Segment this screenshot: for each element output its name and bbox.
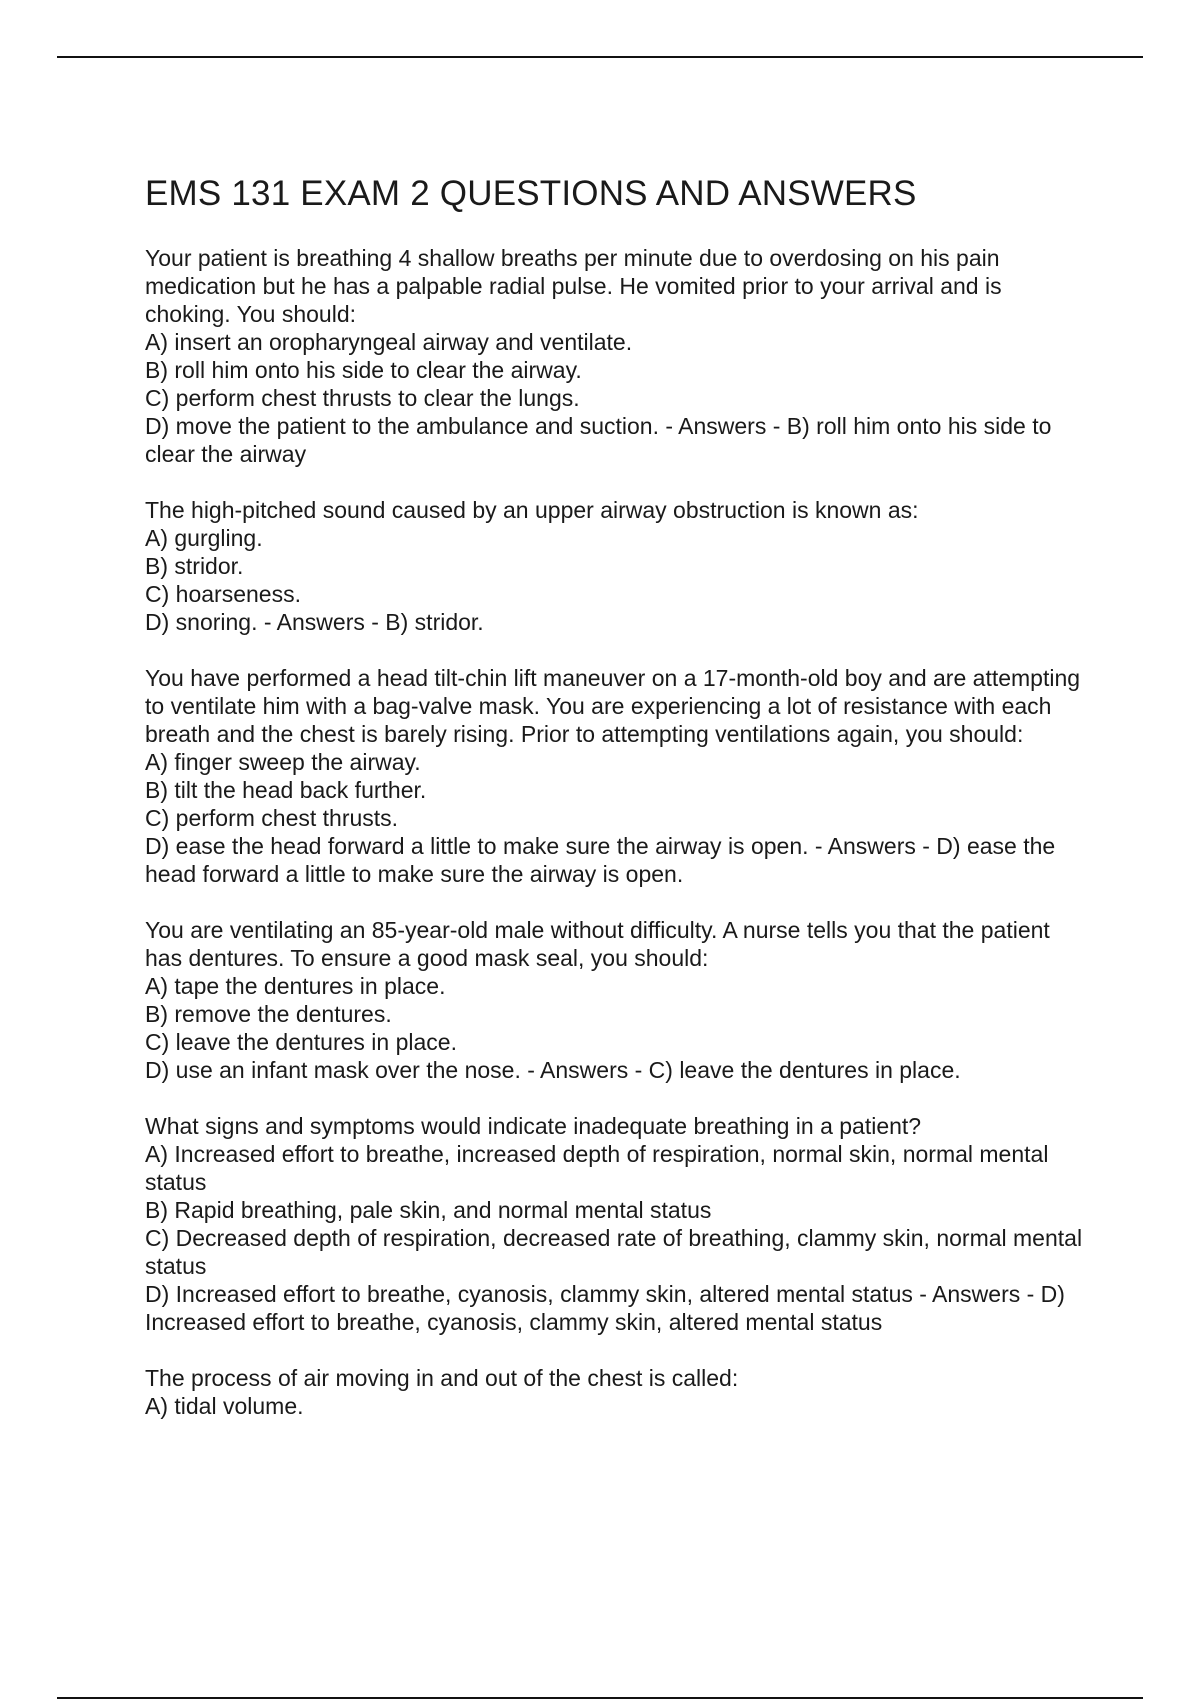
question-text: What signs and symptoms would indicate inadequate breathing in a patient?: [145, 1113, 922, 1139]
question-text: The process of air moving in and out of the chest is called:: [145, 1365, 739, 1391]
question-block-6: [145, 1364, 1085, 1420]
top-rule: [57, 56, 1143, 58]
answer-option: C) leave the dentures in place.: [145, 1029, 457, 1055]
answer-option: B) Rapid breathing, pale skin, and normal mental status: [145, 1197, 712, 1223]
answer-option: A) Increased effort to breathe, increased depth of respiration, normal skin, normal mental status: [145, 1141, 1049, 1195]
answer-option: D) ease the head forward a little to make sure the airway is open. - Answers - D) ease the head forward a little to make sure the airway is open.: [145, 833, 1056, 887]
answer-option: B) tilt the head back further.: [145, 777, 427, 803]
document-title: EMS 131 EXAM 2 QUESTIONS AND ANSWERS: [145, 174, 917, 213]
question-block-4: [145, 916, 1085, 1084]
answer-option: D) snoring. - Answers - B) stridor.: [145, 609, 484, 635]
answer-option: D) Increased effort to breathe, cyanosis, clammy skin, altered mental status - Answers - D) Increased effort to breathe, cyanosis, clammy skin, altered mental status: [145, 1281, 1065, 1335]
question-block-5: [145, 1112, 1085, 1336]
answer-option: C) perform chest thrusts to clear the lungs.: [145, 385, 580, 411]
answer-option: B) roll him onto his side to clear the airway.: [145, 357, 582, 383]
answer-option: A) insert an oropharyngeal airway and ventilate.: [145, 329, 633, 355]
answer-option: C) Decreased depth of respiration, decreased rate of breathing, clammy skin, normal mental status: [145, 1225, 1083, 1279]
answer-option: B) stridor.: [145, 553, 244, 579]
answer-option: D) move the patient to the ambulance and suction. - Answers - B) roll him onto his side to clear the airway: [145, 413, 1052, 467]
question-block-2: [145, 496, 1085, 636]
answer-option: A) tape the dentures in place.: [145, 973, 446, 999]
question-text: The high-pitched sound caused by an upper airway obstruction is known as:: [145, 497, 919, 523]
answer-option: A) tidal volume.: [145, 1393, 304, 1419]
answer-option: B) remove the dentures.: [145, 1001, 392, 1027]
bottom-rule: [57, 1697, 1143, 1699]
document-body: [145, 170, 1085, 1448]
answer-option: C) hoarseness.: [145, 581, 301, 607]
answer-option: C) perform chest thrusts.: [145, 805, 399, 831]
answer-option: A) gurgling.: [145, 525, 263, 551]
question-text: You have performed a head tilt-chin lift maneuver on a 17-month-old boy and are attempting to ventilate him with a bag-valve mask. You are experiencing a lot of resistance with each breath and the chest is barely rising. Prior to attempting ventilations again, you should:: [145, 665, 1081, 747]
question-text: You are ventilating an 85-year-old male without difficulty. A nurse tells you that the patient has dentures. To ensure a good mask seal, you should:: [145, 917, 1050, 971]
answer-option: A) finger sweep the airway.: [145, 749, 421, 775]
question-block-3: [145, 664, 1085, 888]
question-text: Your patient is breathing 4 shallow breaths per minute due to overdosing on his pain medication but he has a palpable radial pulse. He vomited prior to your arrival and is choking. You should:: [145, 245, 1002, 327]
answer-option: D) use an infant mask over the nose. - Answers - C) leave the dentures in place.: [145, 1057, 961, 1083]
question-block-1: [145, 244, 1085, 468]
